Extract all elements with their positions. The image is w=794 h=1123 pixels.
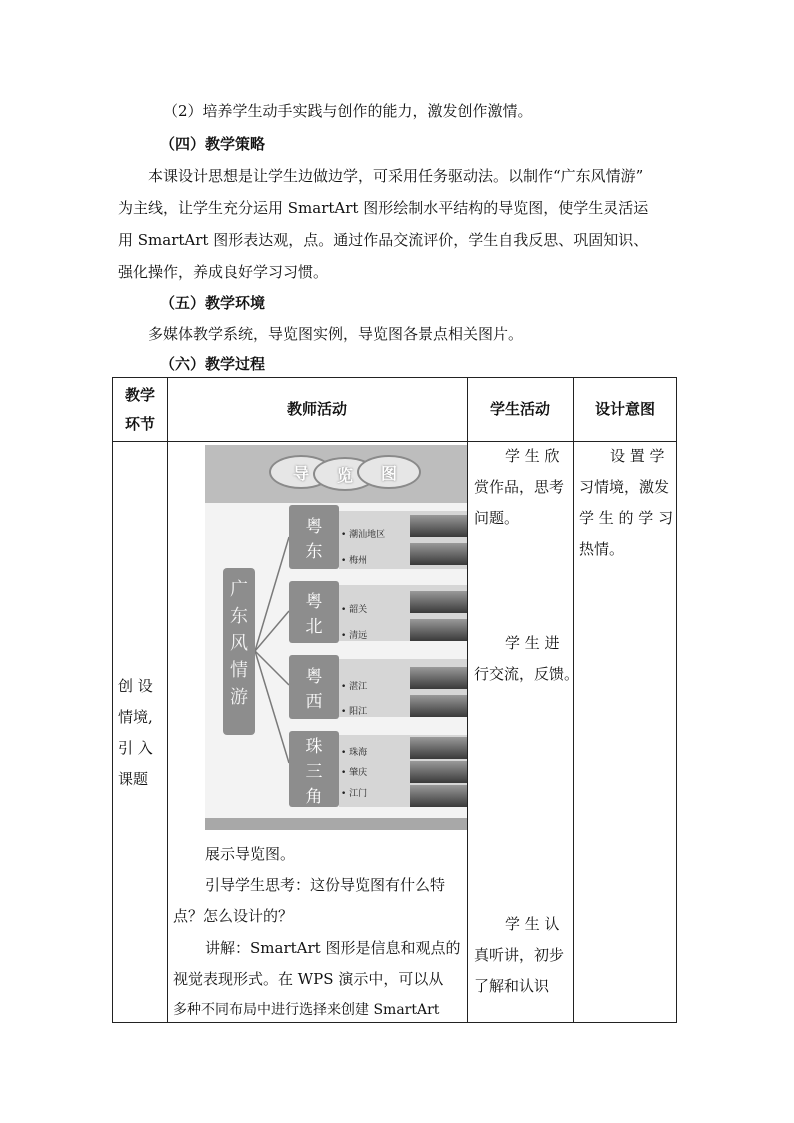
region-yuexi-char-2: 西 bbox=[305, 692, 323, 712]
photo-shaoguan bbox=[410, 591, 467, 613]
strategy-line-2: 为主线，让学生充分运用 SmartArt 图形绘制水平结构的导览图，使学生灵活运 bbox=[118, 199, 649, 217]
spot-qingyuan-text: 清远 bbox=[349, 631, 368, 641]
teacher-line-2: 引导学生思考：这份导览图有什么特 bbox=[205, 876, 446, 894]
teacher-line-3: 点？怎么设计的？ bbox=[173, 907, 294, 925]
photo-zhaoqing bbox=[410, 761, 467, 783]
title-pill-1: 导 bbox=[269, 455, 333, 489]
photo-zhanjiang bbox=[410, 667, 467, 689]
teacher-line-1: 展示导览图。 bbox=[205, 845, 296, 863]
region-zhusanjiao-char-3: 角 bbox=[305, 786, 323, 807]
region-yuexi-char-1: 粤 bbox=[305, 667, 323, 687]
diagram-bottom-bar bbox=[205, 818, 467, 830]
region-yuebei-char-2: 北 bbox=[305, 617, 323, 637]
photo-zhuhai bbox=[410, 737, 467, 759]
student-block2-line-1: 学 生 进 bbox=[505, 634, 560, 652]
region-node-zhusanjiao bbox=[289, 731, 339, 807]
heading-teaching-environment: （五）教学环境 bbox=[160, 294, 266, 312]
root-char-5: 游 bbox=[230, 687, 248, 708]
region-node-yuebei bbox=[289, 581, 339, 643]
photo-jiangmen bbox=[410, 785, 467, 807]
photo-chaoshan bbox=[410, 515, 467, 537]
header-stage-line-2: 环节 bbox=[124, 415, 155, 433]
photo-yangjiang bbox=[410, 695, 467, 717]
header-row-divider bbox=[113, 441, 676, 442]
environment-text: 多媒体教学系统，导览图实例，导览图各景点相关图片。 bbox=[148, 325, 524, 343]
root-char-4: 情 bbox=[230, 660, 248, 681]
guide-map-diagram bbox=[205, 445, 467, 830]
col-divider-1 bbox=[167, 378, 168, 1022]
header-stage-line-1: 教学 bbox=[124, 386, 155, 404]
region-yuebei-char-1: 粤 bbox=[305, 592, 323, 612]
strategy-line-1: 本课设计思想是让学生边做边学，可采用任务驱动法。以制作“广东风情游” bbox=[148, 167, 644, 185]
strategy-line-3: 用 SmartArt 图形表达观，点。通过作品交流评价，学生自我反思、巩固知识、 bbox=[118, 231, 649, 249]
root-node-guangdong-tour bbox=[223, 568, 255, 735]
student-block1-line-2: 赏作品，思考 bbox=[474, 478, 565, 496]
spot-jiangmen: • 江门 bbox=[341, 789, 368, 799]
root-char-1: 广 bbox=[230, 579, 248, 600]
photo-meizhou bbox=[410, 543, 467, 565]
student-block3-line-3: 了解和认识 bbox=[474, 977, 550, 995]
spot-zhanjiang: • 湛江 bbox=[341, 682, 368, 692]
header-teacher-activity: 教师活动 bbox=[286, 400, 347, 418]
spot-chaoshan: • 潮汕地区 bbox=[341, 530, 386, 540]
student-block1-line-1: 学 生 欣 bbox=[505, 447, 560, 465]
photo-qingyuan bbox=[410, 619, 467, 641]
goal-2-text: （2）培养学生动手实践与创作的能力，激发创作激情。 bbox=[163, 102, 533, 120]
spot-yangjiang: • 阳江 bbox=[341, 707, 368, 717]
region-yuedong-char-2: 东 bbox=[305, 542, 323, 562]
design-line-3: 学 生 的 学 习 bbox=[579, 509, 674, 527]
region-zhusanjiao-char-1: 珠 bbox=[305, 736, 323, 757]
heading-teaching-process: （六）教学过程 bbox=[160, 355, 266, 373]
spot-zhanjiang-text: 湛江 bbox=[349, 682, 368, 692]
region-node-yuedong bbox=[289, 505, 339, 569]
spot-qingyuan: • 清远 bbox=[341, 631, 368, 641]
spot-shaoguan: • 韶关 bbox=[341, 605, 368, 615]
strategy-line-4: 强化操作，养成良好学习习惯。 bbox=[118, 263, 329, 281]
heading-teaching-strategy: （四）教学策略 bbox=[160, 135, 266, 153]
spot-shaoguan-text: 韶关 bbox=[349, 605, 368, 615]
root-char-2: 东 bbox=[230, 606, 248, 627]
stage-line-4: 课题 bbox=[118, 770, 149, 788]
col-divider-3 bbox=[573, 378, 574, 1022]
spot-jiangmen-text: 江门 bbox=[349, 789, 368, 799]
teacher-line-6: 多种不同布局中进行选择来创建 SmartArt bbox=[173, 1002, 440, 1018]
stage-line-3: 引 入 bbox=[118, 739, 153, 757]
title-pill-3: 图 bbox=[357, 455, 421, 489]
region-yuedong-char-1: 粤 bbox=[305, 517, 323, 537]
root-char-3: 风 bbox=[230, 633, 248, 654]
header-design-intent: 设计意图 bbox=[594, 400, 655, 418]
spot-zhaoqing: • 肇庆 bbox=[341, 768, 368, 778]
student-block3-line-2: 真听讲，初步 bbox=[474, 946, 565, 964]
design-line-4: 热情。 bbox=[579, 540, 625, 558]
spot-meizhou-text: 梅州 bbox=[349, 556, 368, 566]
spot-zhuhai: • 珠海 bbox=[341, 748, 368, 758]
spot-yangjiang-text: 阳江 bbox=[349, 707, 368, 717]
student-block3-line-1: 学 生 认 bbox=[505, 915, 560, 933]
spot-chaoshan-text: 潮汕地区 bbox=[349, 530, 386, 540]
col-divider-2 bbox=[467, 378, 468, 1022]
student-block1-line-3: 问题。 bbox=[474, 509, 520, 527]
region-zhusanjiao-char-2: 三 bbox=[305, 761, 323, 782]
design-line-2: 习情境，激发 bbox=[579, 478, 670, 496]
teacher-line-5: 视觉表现形式。在 WPS 演示中，可以从 bbox=[173, 970, 444, 988]
stage-line-2: 情境, bbox=[118, 708, 153, 726]
spot-meizhou: • 梅州 bbox=[341, 556, 368, 566]
spot-zhaoqing-text: 肇庆 bbox=[349, 768, 368, 778]
header-student-activity: 学生活动 bbox=[489, 400, 550, 418]
title-pill-2: 览 bbox=[313, 457, 377, 491]
region-node-yuexi bbox=[289, 655, 339, 719]
teacher-line-4: 讲解：SmartArt 图形是信息和观点的 bbox=[205, 939, 461, 957]
design-line-1: 设 置 学 bbox=[610, 447, 665, 465]
spot-zhuhai-text: 珠海 bbox=[349, 748, 368, 758]
student-block2-line-2: 行交流，反馈。 bbox=[474, 665, 580, 683]
stage-line-1: 创 设 bbox=[118, 677, 153, 695]
